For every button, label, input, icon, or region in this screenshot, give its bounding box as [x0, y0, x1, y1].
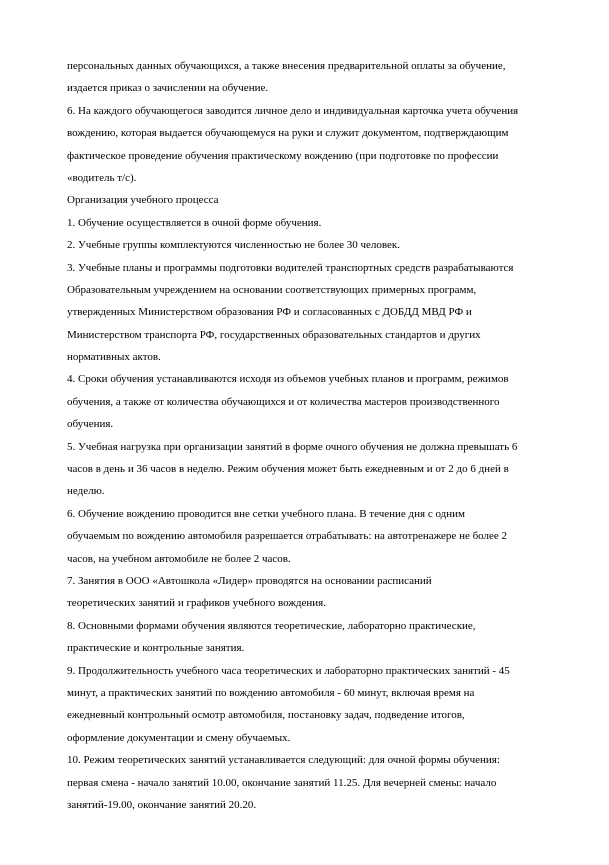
document-line: персональных данных обучающихся, а также внесения предварительной оплаты за обучение,	[67, 60, 506, 72]
document-line: обучения, а также от количества обучающихся и от количества мастеров производственного	[67, 395, 500, 408]
document-line: фактическое проведение обучения практическому вождению (при подготовке по профессии	[67, 149, 499, 162]
document-line: часов, на учебном автомобиле не более 2 часов.	[67, 552, 291, 565]
document-line: 6. Обучение вождению проводится вне сетки учебного плана. В течение дня с одним	[67, 507, 465, 520]
document-text-block	[67, 55, 563, 816]
document-line: 5. Учебная нагрузка при организации занятий в форме очного обучения не должна превышать 6	[67, 440, 518, 453]
document-line: Организация учебного процесса	[67, 194, 219, 207]
document-line: 6. На каждого обучающегося заводится личное дело и индивидуальная карточка учета обучения	[67, 104, 519, 117]
document-line: минут, а практических занятий по вождению автомобиля - 60 минут, включая время на	[67, 686, 475, 699]
document-line: 4. Сроки обучения устанавливаются исходя из объемов учебных планов и программ, режимов	[67, 373, 509, 386]
document-line: издается приказ о зачислении на обучение.	[67, 82, 269, 95]
document-line: оформление документации и смену обучаемых.	[67, 731, 291, 744]
document-line: 8. Основными формами обучения являются теоретические, лабораторно практические,	[67, 619, 476, 632]
document-line: «водитель т/с).	[67, 171, 137, 184]
document-line: вождению, которая выдается обучающемуся на руки и служит документом, подтверждающим	[67, 127, 509, 140]
document-line: теоретических занятий и графиков учебного вождения.	[67, 597, 326, 610]
document-line: обучения.	[67, 418, 114, 431]
document-line: ежедневный контрольный осмотр автомобиля, постановку задач, подведение итогов,	[67, 709, 465, 722]
document-line: занятий-19.00, окончание занятий 20.20.	[67, 798, 257, 811]
document-line: 1. Обучение осуществляется в очной форме обучения.	[67, 216, 322, 229]
document-line: Министерством транспорта РФ, государственных образовательных стандартов и других	[67, 328, 481, 341]
document-line: 9. Продолжительность учебного часа теоретических и лабораторно практических занятий - 45	[67, 664, 510, 677]
document-line: обучаемым по вождению автомобиля разрешается отрабатывать: на автотренажере не более 2	[67, 530, 508, 543]
document-line: неделю.	[67, 485, 105, 498]
document-line: утвержденных Министерством образования РФ и согласованных с ДОБДД МВД РФ и	[67, 306, 472, 319]
document-line: Образовательным учреждением на основании соответствующих примерных программ,	[67, 283, 477, 296]
document-line: 10. Режим теоретических занятий устанавливается следующий: для очной формы обучения:	[67, 754, 500, 767]
document-line: 2. Учебные группы комплектуются численностью не более 30 человек.	[67, 239, 400, 252]
document-line: практические и контрольные занятия.	[67, 642, 245, 655]
document-line: нормативных актов.	[67, 351, 161, 364]
document-line: первая смена - начало занятий 10.00, окончание занятий 11.25. Для вечерней смены: начало	[67, 776, 497, 789]
document-line: 3. Учебные планы и программы подготовки водителей транспортных средств разрабатываются	[67, 261, 514, 274]
document-line: 7. Занятия в ООО «Автошкола «Лидер» проводятся на основании расписаний	[67, 574, 432, 587]
document-line: часов в день и 36 часов в неделю. Режим обучения может быть ежедневным и от 2 до 6 дней в	[67, 463, 509, 476]
